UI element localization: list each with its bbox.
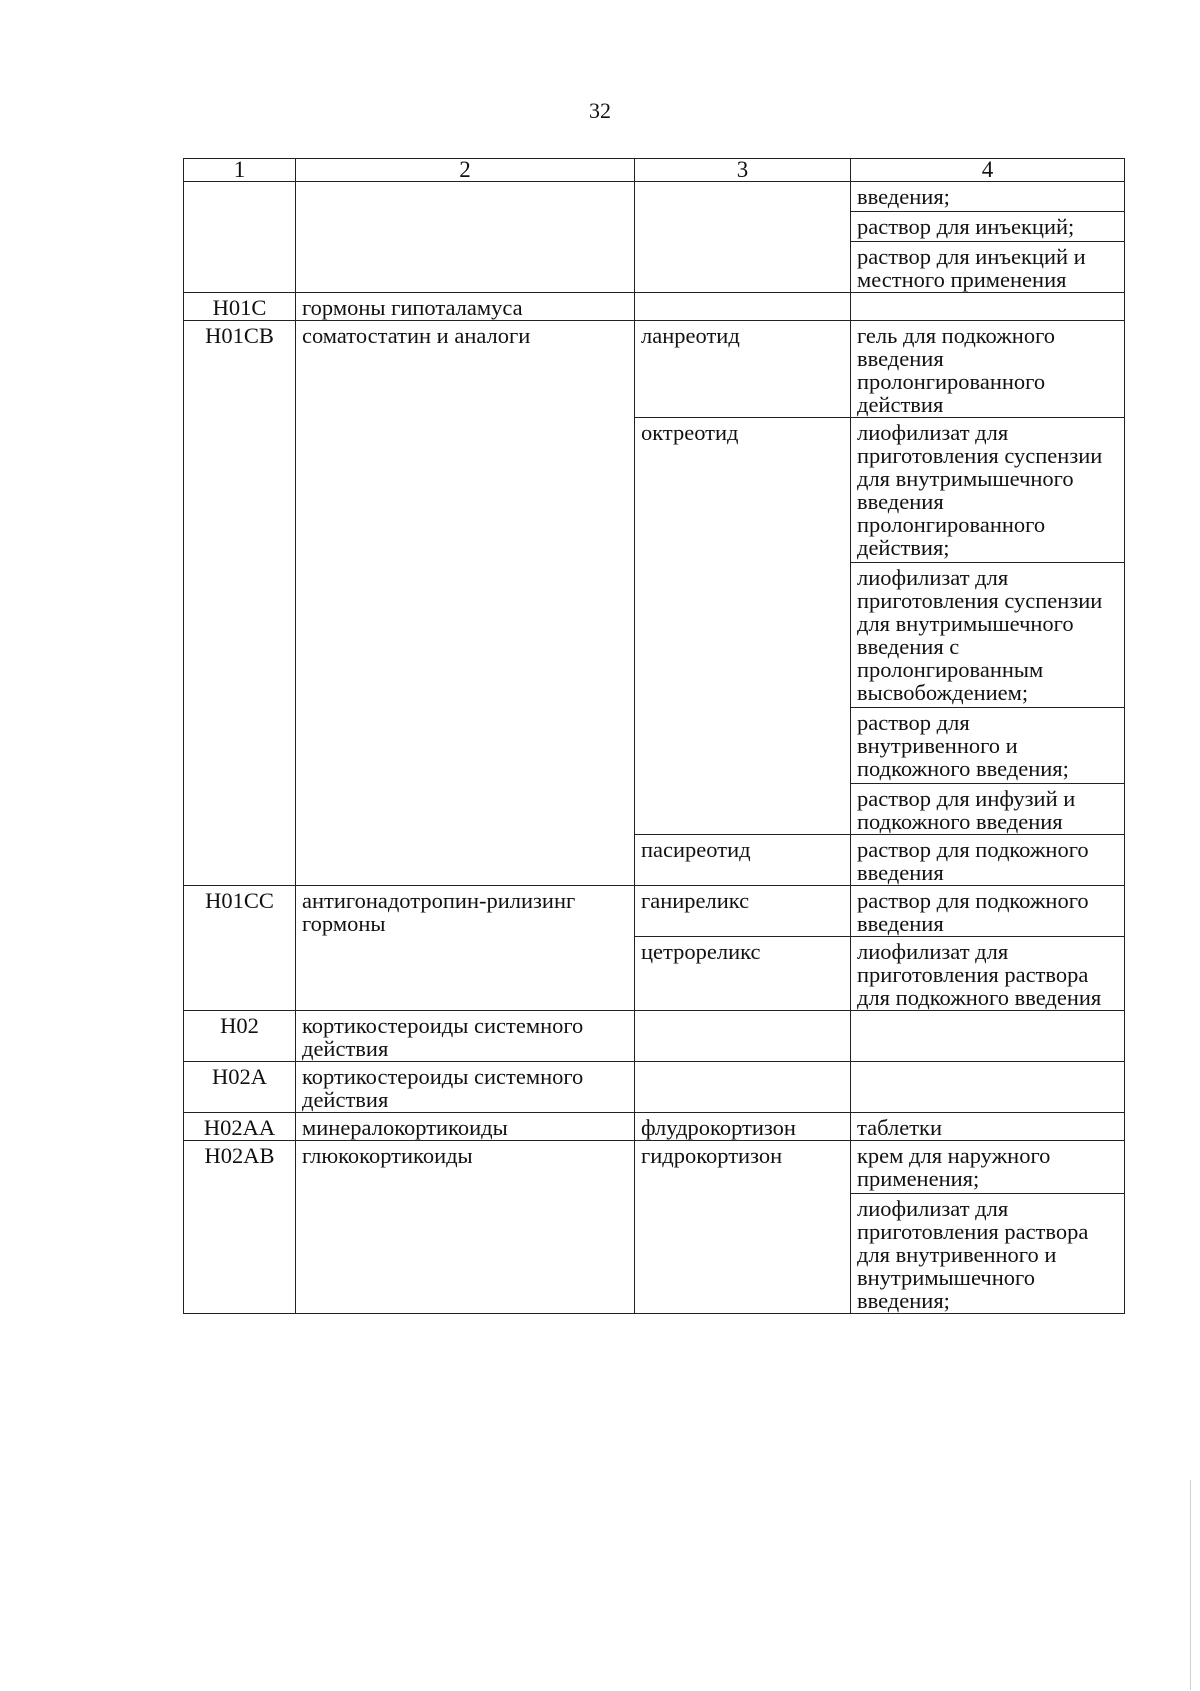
dosage-forms-cell bbox=[851, 418, 1125, 835]
table-row bbox=[184, 1113, 1125, 1141]
group-cell: соматостатин и аналоги bbox=[296, 321, 635, 886]
group-cell: минералокортикоиды bbox=[296, 1113, 635, 1141]
dosage-form: раствор для подкожного введения bbox=[857, 837, 1089, 885]
group-cell: кортикостероиды системного действия bbox=[296, 1011, 635, 1062]
column-header-2: 2 bbox=[296, 159, 635, 182]
atc-code-cell: H02 bbox=[184, 1011, 296, 1062]
dosage-forms-cell bbox=[851, 1141, 1125, 1314]
table-row bbox=[184, 1011, 1125, 1062]
drug-cell: гидрокортизон bbox=[635, 1141, 851, 1314]
dosage-form: введения; bbox=[857, 184, 950, 209]
dosage-forms-cell bbox=[851, 182, 1125, 293]
drug-cell bbox=[635, 1011, 851, 1062]
table-row bbox=[184, 886, 1125, 937]
atc-code-cell: H02AB bbox=[184, 1141, 296, 1314]
dosage-forms-cell bbox=[851, 1011, 1125, 1062]
drug-cell: ланреотид bbox=[635, 321, 851, 418]
dosage-form: крем для наружного применения; bbox=[857, 1143, 1051, 1191]
group-cell: глюкокортикоиды bbox=[296, 1141, 635, 1314]
atc-code-cell: H01C bbox=[184, 293, 296, 321]
drug-cell bbox=[635, 293, 851, 321]
atc-code-cell: H02A bbox=[184, 1062, 296, 1113]
drug-table bbox=[183, 158, 1125, 1314]
dosage-forms-cell bbox=[851, 1062, 1125, 1113]
column-number-row bbox=[184, 159, 1125, 182]
dosage-form: раствор для инъекций; bbox=[851, 211, 1124, 238]
table-row bbox=[184, 1141, 1125, 1314]
column-header-3: 3 bbox=[635, 159, 851, 182]
atc-code-cell: H01CC bbox=[184, 886, 296, 1011]
drug-cell: флудрокортизон bbox=[635, 1113, 851, 1141]
dosage-forms-cell bbox=[851, 937, 1125, 1011]
atc-code-cell: H02AA bbox=[184, 1113, 296, 1141]
column-header-1: 1 bbox=[184, 159, 296, 182]
dosage-form: раствор для инфузий и подкожного введения bbox=[851, 783, 1124, 833]
atc-code-cell: H01CB bbox=[184, 321, 296, 886]
table-row bbox=[184, 182, 1125, 293]
dosage-form: раствор для подкожного введения bbox=[857, 888, 1089, 936]
column-header-4: 4 bbox=[851, 159, 1125, 182]
dosage-form: лиофилизат для приготовления раствора для внутривенного и внутримышечного введения; bbox=[851, 1193, 1124, 1312]
drug-cell: пасиреотид bbox=[635, 835, 851, 886]
drug-cell: цетрореликс bbox=[635, 937, 851, 1011]
table-row bbox=[184, 293, 1125, 321]
group-cell bbox=[296, 182, 635, 293]
dosage-forms-cell bbox=[851, 293, 1125, 321]
group-cell: антигонадотропин-рилизинг гормоны bbox=[296, 886, 635, 1011]
group-cell: кортикостероиды системного действия bbox=[296, 1062, 635, 1113]
table-row bbox=[184, 321, 1125, 418]
dosage-form: лиофилизат для приготовления суспензии для внутримышечного введения пролонгированного действия; bbox=[857, 420, 1103, 560]
page-number: 32 bbox=[589, 98, 611, 123]
table-row bbox=[184, 1062, 1125, 1113]
dosage-forms-cell bbox=[851, 321, 1125, 418]
drug-cell: октреотид bbox=[635, 418, 851, 835]
atc-code-cell bbox=[184, 182, 296, 293]
group-cell: гормоны гипоталамуса bbox=[296, 293, 635, 321]
dosage-form: раствор для внутривенного и подкожного введения; bbox=[851, 707, 1124, 780]
dosage-form: лиофилизат для приготовления суспензии для внутримышечного введения с пролонгированным высвобождением; bbox=[851, 562, 1124, 704]
scan-edge-line bbox=[1190, 1480, 1191, 1690]
dosage-form: раствор для инъекций и местного применения bbox=[851, 241, 1124, 291]
dosage-form: гель для подкожного введения пролонгированного действия bbox=[857, 323, 1056, 417]
dosage-form: таблетки bbox=[857, 1115, 943, 1140]
dosage-forms-cell bbox=[851, 886, 1125, 937]
dosage-forms-cell bbox=[851, 1113, 1125, 1141]
dosage-forms-cell bbox=[851, 835, 1125, 886]
drug-cell: ганиреликс bbox=[635, 886, 851, 937]
drug-cell bbox=[635, 182, 851, 293]
dosage-form: лиофилизат для приготовления раствора для подкожного введения bbox=[857, 939, 1102, 1010]
drug-cell bbox=[635, 1062, 851, 1113]
